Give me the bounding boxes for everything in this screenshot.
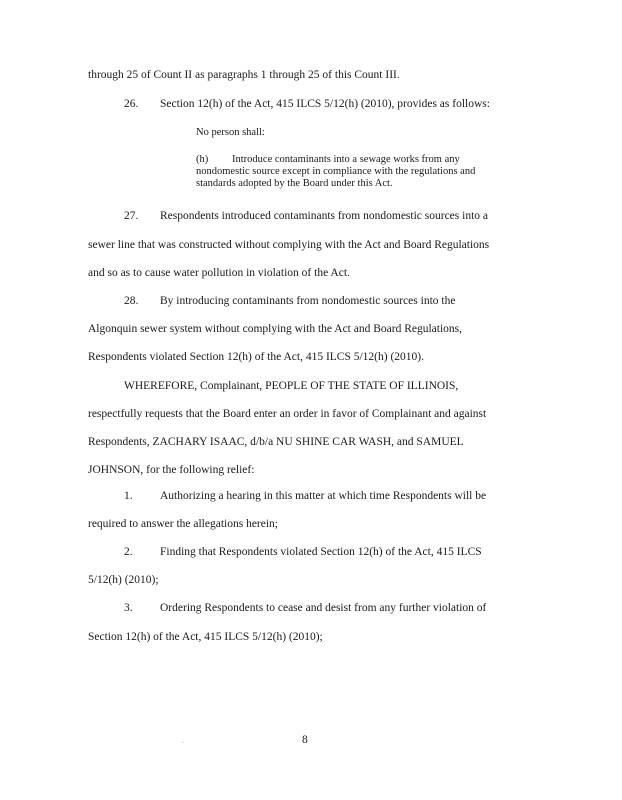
paragraph-28-line-2: Algonquin sewer system without complying with the Act and Board Regulations, bbox=[88, 323, 463, 335]
relief-1-number: 1. bbox=[124, 490, 133, 502]
paragraph-26-number: 26. bbox=[124, 98, 139, 110]
continuation-line: through 25 of Count II as paragraphs 1 through 25 of this Count III. bbox=[88, 69, 400, 81]
quote-line-1 bbox=[196, 154, 460, 166]
quote-label: (h) bbox=[196, 154, 209, 165]
paragraph-28-number: 28. bbox=[124, 295, 139, 307]
relief-2-number: 2. bbox=[124, 546, 133, 558]
paragraph-26-text: Section 12(h) of the Act, 415 ILCS 5/12(h) (2010), provides as follows: bbox=[160, 98, 490, 110]
paragraph-27-line-2: sewer line that was constructed without complying with the Act and Board Regulations bbox=[88, 239, 490, 251]
wherefore-line-1: WHEREFORE, Complainant, PEOPLE OF THE STATE OF ILLINOIS, bbox=[124, 380, 459, 392]
quote-intro: No person shall: bbox=[196, 127, 265, 138]
quote-line-3: standards adopted by the Board under this Act. bbox=[196, 178, 393, 189]
relief-2-line-2: 5/12(h) (2010); bbox=[88, 574, 159, 586]
paragraph-27-line-1: Respondents introduced contaminants from nondomestic sources into a bbox=[160, 210, 489, 222]
page-number: 8 bbox=[302, 734, 308, 746]
relief-3-line-1: Ordering Respondents to cease and desist from any further violation of bbox=[160, 602, 487, 614]
paragraph-28-line-1: By introducing contaminants from nondomestic sources into the bbox=[160, 295, 456, 307]
paragraph-28-line-3: Respondents violated Section 12(h) of the Act, 415 ILCS 5/12(h) (2010). bbox=[88, 351, 425, 363]
stray-mark: · bbox=[182, 740, 184, 746]
quote-line-2: nondomestic source except in compliance with the regulations and bbox=[196, 166, 476, 177]
wherefore-line-3: Respondents, ZACHARY ISAAC, d/b/a NU SHINE CAR WASH, and SAMUEL bbox=[88, 436, 464, 448]
wherefore-line-4: JOHNSON, for the following relief: bbox=[88, 464, 255, 476]
relief-1-line-2: required to answer the allegations herein; bbox=[88, 518, 278, 530]
relief-3-line-2: Section 12(h) of the Act, 415 ILCS 5/12(h) (2010); bbox=[88, 631, 323, 643]
quote-text-1: Introduce contaminants into a sewage works from any bbox=[232, 154, 460, 165]
relief-2-line-1: Finding that Respondents violated Section 12(h) of the Act, 415 ILCS bbox=[160, 546, 482, 558]
relief-1-line-1: Authorizing a hearing in this matter at which time Respondents will be bbox=[160, 490, 487, 502]
relief-3-number: 3. bbox=[124, 602, 133, 614]
paragraph-27-line-3: and so as to cause water pollution in violation of the Act. bbox=[88, 267, 350, 279]
paragraph-27-number: 27. bbox=[124, 210, 139, 222]
wherefore-line-2: respectfully requests that the Board enter an order in favor of Complainant and against bbox=[88, 408, 487, 420]
